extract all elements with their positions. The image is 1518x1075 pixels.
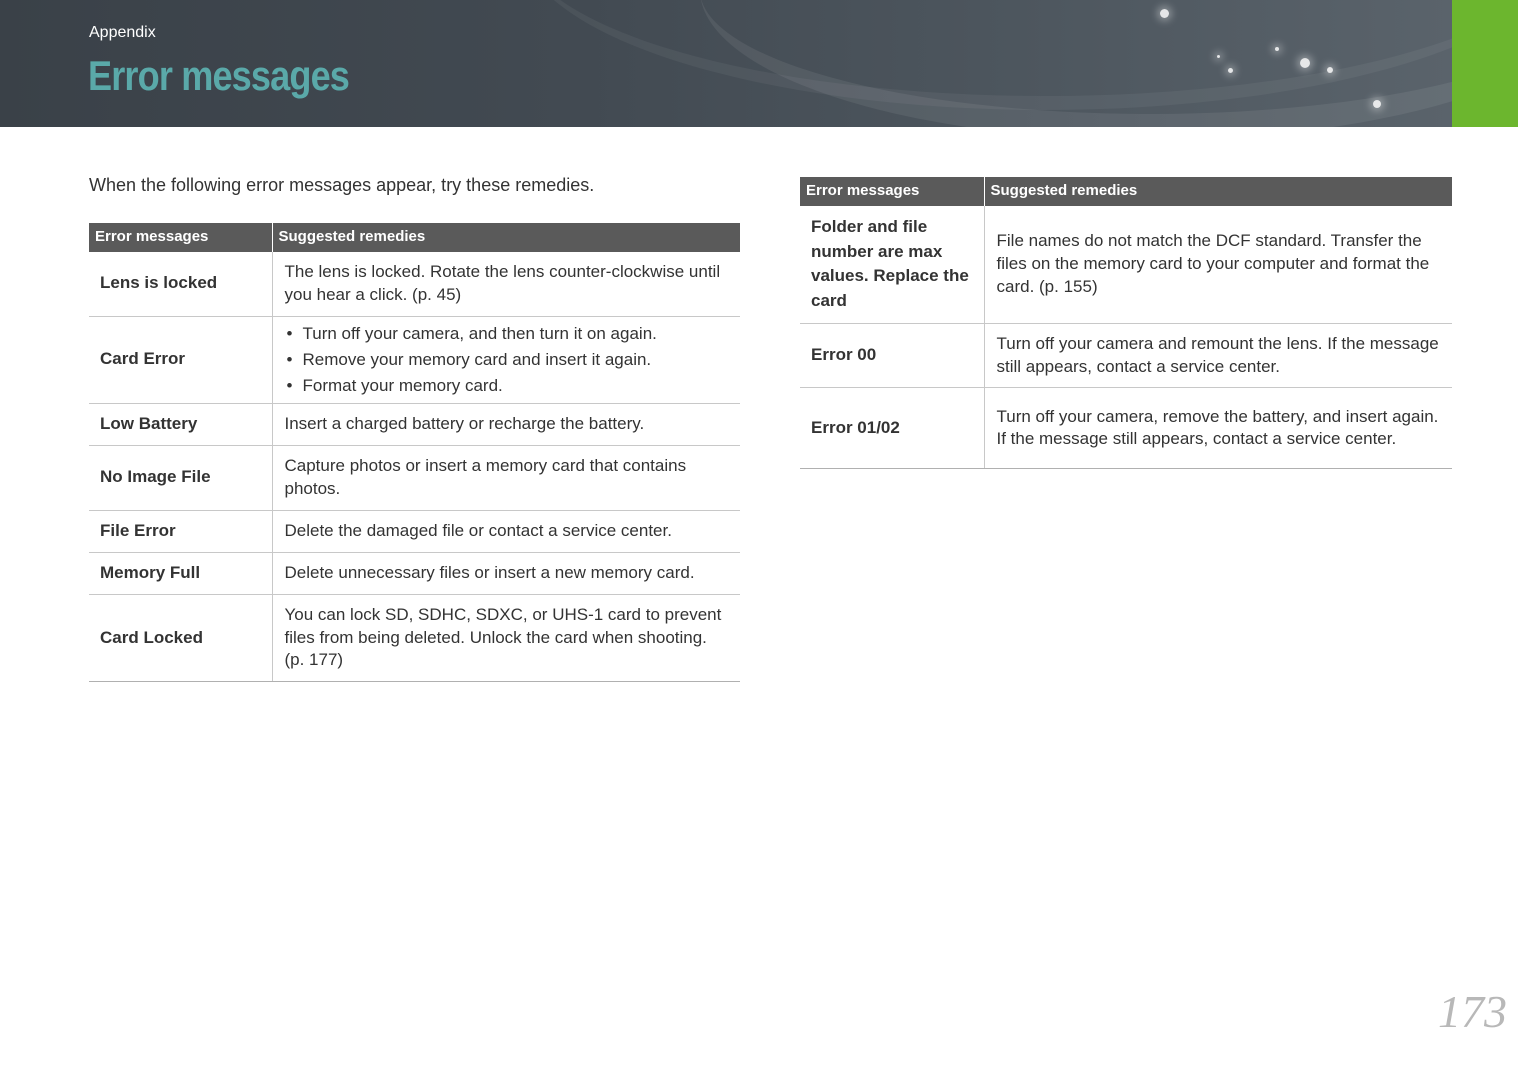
list-item: • Turn off your camera, and then turn it on again. (285, 321, 730, 347)
error-message: Folder and file number are max values. Replace the card (800, 206, 984, 323)
table-row (89, 594, 740, 682)
breadcrumb: Appendix (89, 24, 156, 41)
error-message: No Image File (89, 445, 272, 510)
suggested-remedy: Turn off your camera and remount the lens. If the message still appears, contact a service center. (984, 323, 1452, 388)
error-table-left (89, 223, 740, 682)
suggested-remedy: File names do not match the DCF standard. Transfer the files on the memory card to your computer and format the card. (p. 155) (984, 206, 1452, 323)
sparkle-icon (1160, 9, 1169, 18)
sparkle-icon (1373, 100, 1381, 108)
error-message: Error 00 (800, 323, 984, 388)
intro-text: When the following error messages appear, try these remedies. (89, 175, 595, 195)
page-title: Error messages (88, 52, 350, 99)
sparkle-icon (1300, 58, 1310, 68)
suggested-remedy (272, 316, 740, 403)
error-message: Card Locked (89, 594, 272, 682)
page-number: 173 (1438, 986, 1507, 1037)
table-header-row (800, 177, 1452, 206)
error-message: Card Error (89, 316, 272, 403)
remedy-list (285, 321, 730, 399)
suggested-remedy: Capture photos or insert a memory card that contains photos. (272, 445, 740, 510)
table-header-row (89, 223, 740, 252)
error-message: File Error (89, 510, 272, 552)
banner-decoration (700, 0, 1452, 127)
error-message: Lens is locked (89, 252, 272, 316)
error-message: Low Battery (89, 403, 272, 445)
suggested-remedy: Insert a charged battery or recharge the battery. (272, 403, 740, 445)
list-item: • Format your memory card. (285, 373, 730, 399)
sparkle-icon (1327, 67, 1333, 73)
sparkle-icon (1228, 68, 1233, 73)
column-header-remedies: Suggested remedies (984, 177, 1452, 206)
table-row (89, 510, 740, 552)
table-row (89, 316, 740, 403)
table-row (800, 388, 1452, 469)
column-header-remedies: Suggested remedies (272, 223, 740, 252)
suggested-remedy: Turn off your camera, remove the battery, and insert again. If the message still appears, contact a service center. (984, 388, 1452, 469)
suggested-remedy: Delete unnecessary files or insert a new memory card. (272, 552, 740, 594)
list-item: • Remove your memory card and insert it again. (285, 347, 730, 373)
table-row (89, 403, 740, 445)
suggested-remedy: You can lock SD, SDHC, SDXC, or UHS-1 card to prevent files from being deleted. Unlock the card when shooting. (p. 177) (272, 594, 740, 682)
sparkle-icon (1217, 55, 1220, 58)
error-message: Memory Full (89, 552, 272, 594)
table-row (89, 252, 740, 316)
suggested-remedy: Delete the damaged file or contact a service center. (272, 510, 740, 552)
suggested-remedy: The lens is locked. Rotate the lens counter-clockwise until you hear a click. (p. 45) (272, 252, 740, 316)
section-tab (1452, 0, 1518, 127)
error-table-right (800, 177, 1452, 469)
table-row (89, 552, 740, 594)
table-row (800, 323, 1452, 388)
column-header-messages: Error messages (800, 177, 984, 206)
column-header-messages: Error messages (89, 223, 272, 252)
error-message: Error 01/02 (800, 388, 984, 469)
table-row (800, 206, 1452, 323)
sparkle-icon (1275, 47, 1279, 51)
table-row (89, 445, 740, 510)
